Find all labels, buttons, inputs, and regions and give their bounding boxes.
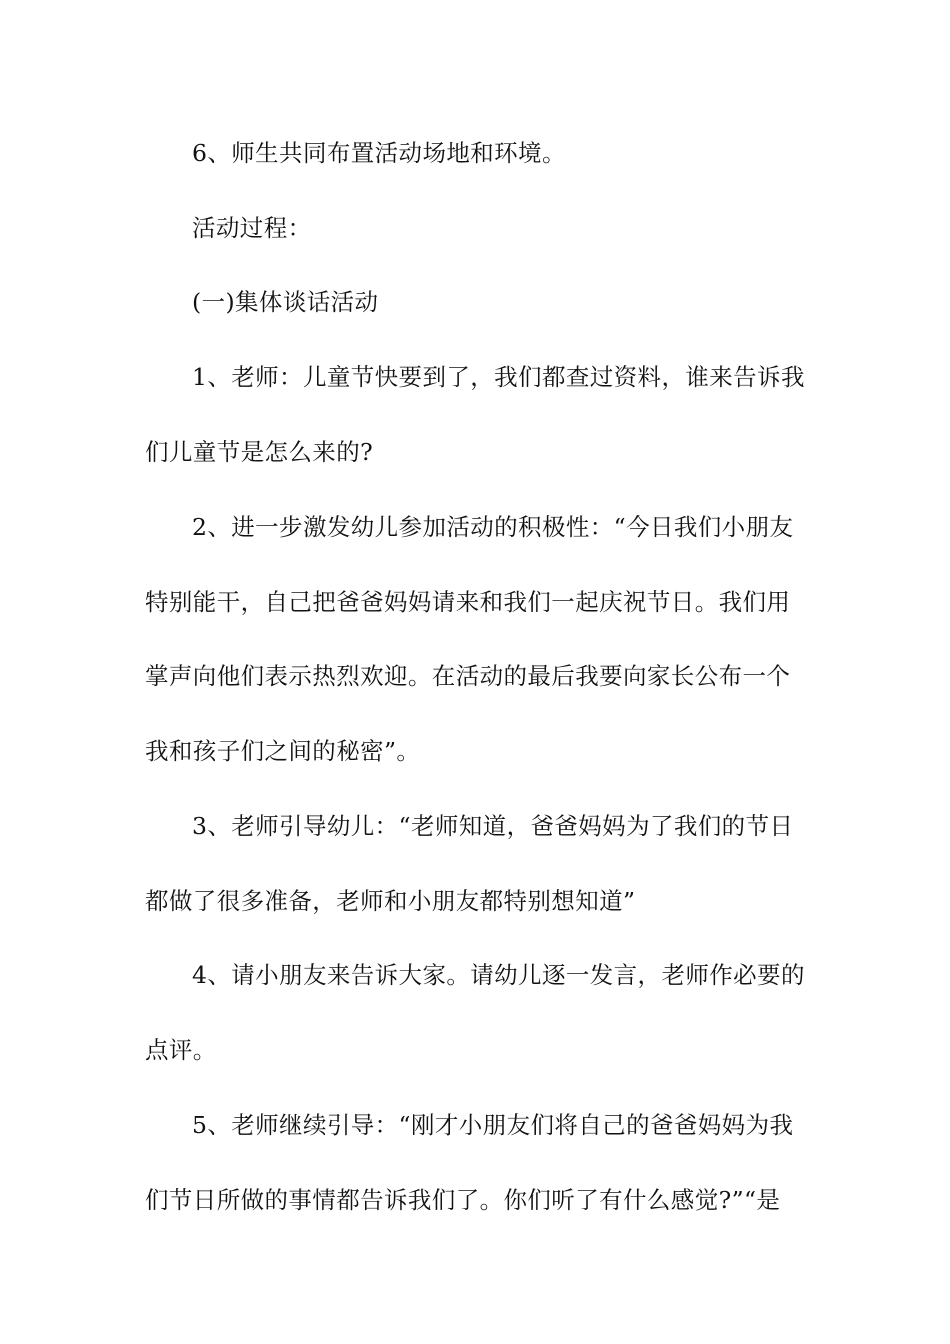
paragraph-line: 2、进一步激发幼儿参加活动的积极性：“今日我们小朋友 <box>192 513 794 541</box>
paragraph-line: 3、老师引导幼儿：“老师知道，爸爸妈妈为了我们的节日 <box>192 812 794 840</box>
paragraph-line: 们节日所做的事情都告诉我们了。你们听了有什么感觉?”“是 <box>145 1186 781 1214</box>
paragraph-line: 1、老师：儿童节快要到了，我们都查过资料，谁来告诉我 <box>192 363 805 391</box>
paragraph-line: 点评。 <box>145 1036 217 1064</box>
paragraph-line: 6、师生共同布置活动场地和环境。 <box>192 139 566 167</box>
paragraph-line: 5、老师继续引导：“刚才小朋友们将自己的爸爸妈妈为我 <box>192 1111 794 1139</box>
paragraph-line: 特别能干，自己把爸爸妈妈请来和我们一起庆祝节日。我们用 <box>145 588 791 616</box>
section-heading: 活动过程： <box>192 214 312 242</box>
paragraph-line: 掌声向他们表示热烈欢迎。在活动的最后我要向家长公布一个 <box>145 662 791 690</box>
paragraph-line: 们儿童节是怎么来的? <box>145 438 374 466</box>
subsection-heading: (一)集体谈话活动 <box>192 288 379 316</box>
paragraph-line: 4、请小朋友来告诉大家。请幼儿逐一发言，老师作必要的 <box>192 961 805 989</box>
paragraph-line: 我和孩子们之间的秘密”。 <box>145 737 421 765</box>
paragraph-line: 都做了很多准备，老师和小朋友都特别想知道” <box>145 887 636 915</box>
